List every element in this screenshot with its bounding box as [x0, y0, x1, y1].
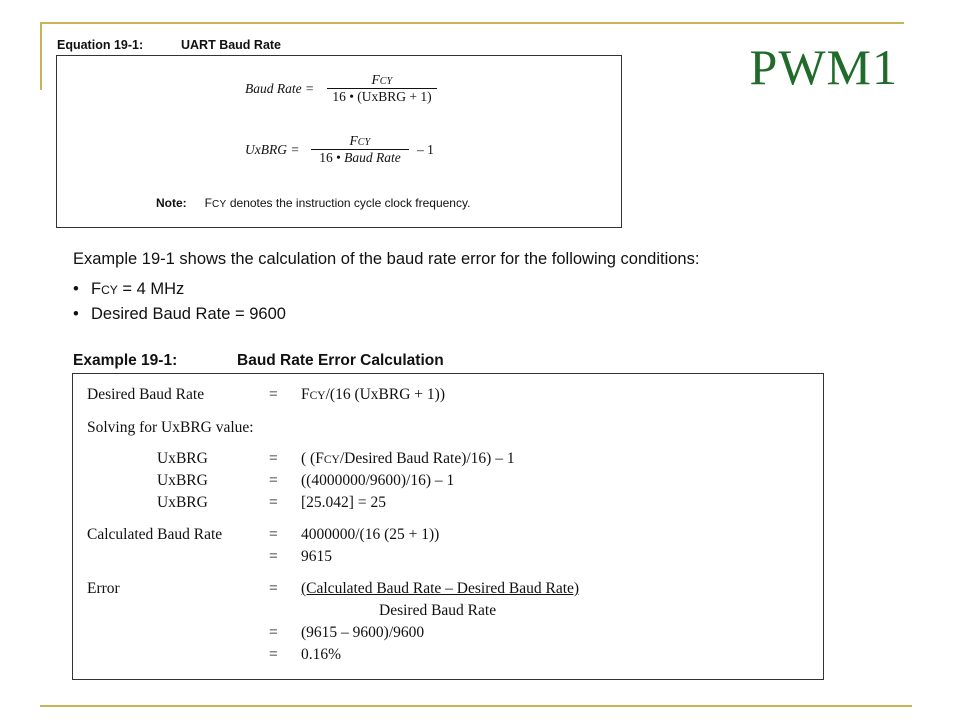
formula1-denominator: 16 • (UxBRG + 1)	[332, 89, 432, 104]
row-calculated-baud-result: 9615	[301, 548, 332, 565]
row-desired-baud-value	[301, 386, 445, 404]
row-solving-label: Solving for UxBRG value:	[87, 419, 254, 436]
row-uxbrg-1-value	[301, 450, 515, 468]
equals-sign: =	[269, 386, 278, 403]
equals-sign: =	[269, 646, 278, 663]
equals-sign: =	[269, 580, 278, 597]
note-cy: CY	[212, 199, 227, 210]
equation-box	[56, 55, 622, 228]
equals-sign: =	[269, 472, 278, 489]
bullet-fcy-cy: CY	[101, 283, 118, 297]
row-error-numerator: (Calculated Baud Rate – Desired Baud Rate)	[301, 580, 580, 597]
equals-sign: =	[269, 526, 278, 543]
row-uxbrg-1-label: UxBRG	[157, 450, 208, 467]
row-desired-baud-label: Desired Baud Rate	[87, 386, 205, 403]
row-uxbrg-3-label: UxBRG	[157, 494, 208, 511]
example-caption-label: Example 19-1:	[73, 352, 178, 369]
intro-text: Example 19-1 shows the calculation of the baud rate error for the following conditions:	[73, 250, 700, 268]
row-calculated-baud-value: 4000000/(16 (25 + 1))	[301, 526, 440, 543]
fcy-f: F	[371, 72, 380, 87]
left-border-line	[40, 22, 42, 90]
bullet-fcy-f: F	[91, 280, 102, 298]
equation-caption	[57, 38, 282, 52]
bullet-fcy-value: = 4 MHz	[117, 280, 185, 298]
fcy-f: F	[301, 386, 310, 403]
bullet-desired-baud-text: Desired Baud Rate = 9600	[91, 305, 286, 323]
equals-sign: =	[269, 494, 278, 511]
equals-sign: =	[269, 548, 278, 565]
note-text: denotes the instruction cycle clock frequency.	[226, 196, 471, 210]
equals-sign: =	[269, 624, 278, 641]
row-error-label: Error	[87, 580, 120, 597]
row-uxbrg-3-value: [25.042] = 25	[301, 494, 386, 511]
bullet-dot: •	[73, 280, 79, 298]
example-caption	[73, 352, 444, 370]
formula-rest: /Desired Baud Rate)/16) – 1	[339, 450, 515, 467]
fcy-cy: CY	[309, 390, 326, 402]
top-border-line	[40, 22, 904, 24]
fcy-f: F	[349, 133, 358, 148]
bottom-border-line	[40, 705, 912, 707]
formula1-numerator	[327, 72, 437, 88]
formula-pre: ( (F	[301, 450, 324, 467]
fcy-cy: CY	[379, 76, 393, 87]
equation-caption-label: Equation 19-1:	[57, 38, 144, 52]
row-error-step: (9615 – 9600)/9600	[301, 624, 425, 641]
example-caption-title: Baud Rate Error Calculation	[237, 352, 444, 369]
bullet-fcy	[73, 280, 184, 299]
formula1-lhs: Baud Rate =	[245, 81, 315, 96]
formula2-fraction	[311, 133, 409, 166]
fcy-cy: CY	[357, 137, 371, 148]
equation-caption-title: UART Baud Rate	[181, 38, 282, 52]
row-error-denominator: Desired Baud Rate	[379, 602, 497, 619]
formula2-numerator	[311, 133, 409, 149]
example-box	[72, 373, 824, 680]
row-uxbrg-2-label: UxBRG	[157, 472, 208, 489]
row-uxbrg-2-value: ((4000000/9600)/16) – 1	[301, 472, 455, 489]
equation-note	[156, 196, 470, 210]
row-calculated-baud-label: Calculated Baud Rate	[87, 526, 223, 543]
equals-sign: =	[269, 450, 278, 467]
bullet-desired-baud	[73, 305, 286, 324]
formula2-lhs: UxBRG =	[245, 142, 300, 157]
formula1-fraction	[327, 72, 437, 105]
formula2-denominator: 16 • Baud Rate	[319, 150, 401, 165]
bullet-dot: •	[73, 305, 79, 323]
formula-rest: /(16 (UxBRG + 1))	[325, 386, 445, 403]
formula2-tail: – 1	[417, 142, 434, 157]
fcy-cy: CY	[323, 454, 340, 466]
slide-title: PWM1	[749, 39, 898, 95]
row-error-result: 0.16%	[301, 646, 342, 663]
note-label: Note:	[156, 196, 187, 210]
note-f: F	[204, 196, 213, 210]
